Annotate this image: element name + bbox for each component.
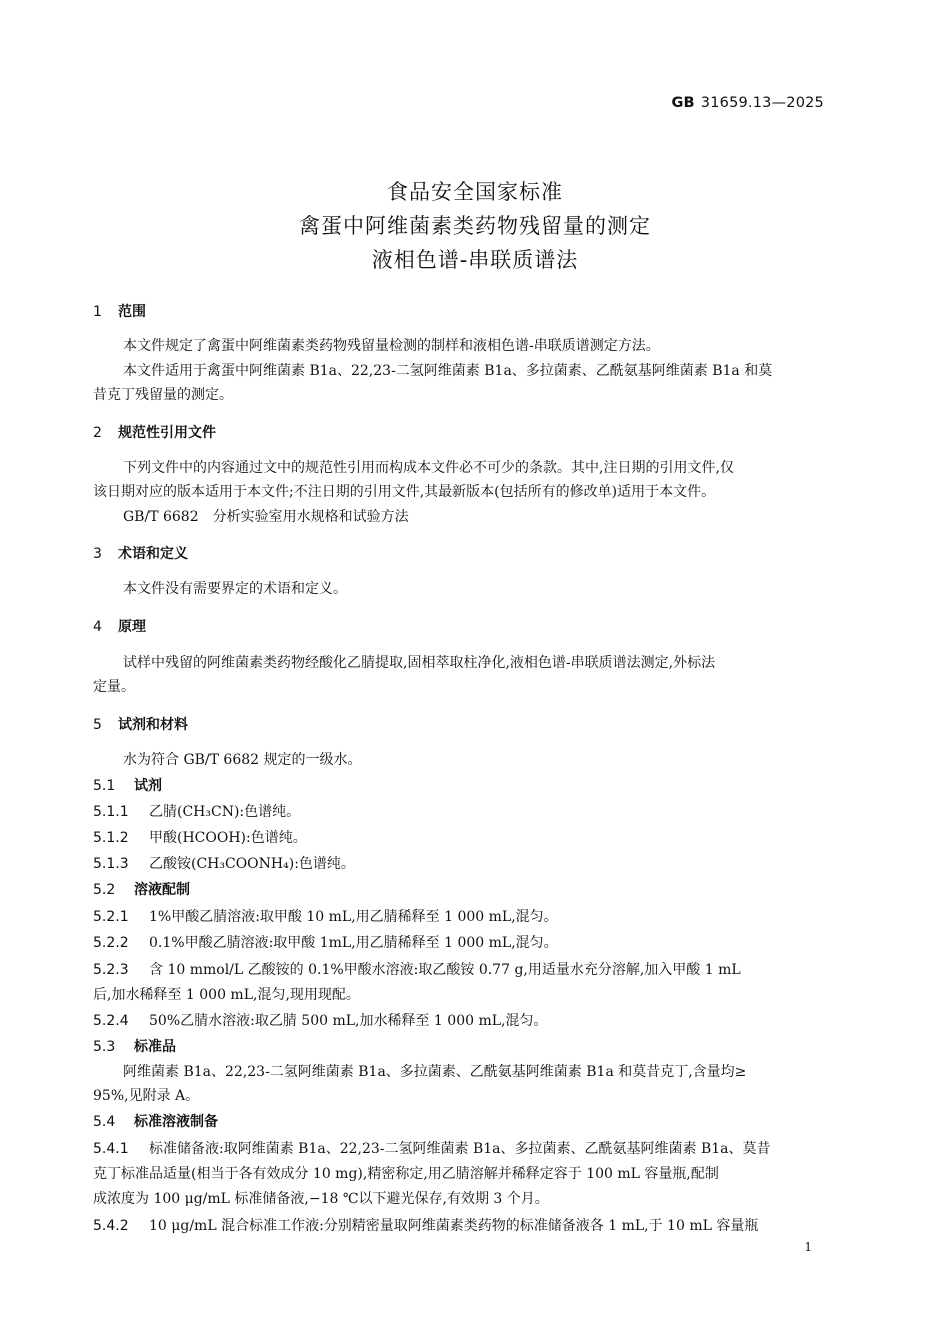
paragraph: 本文件规定了禽蛋中阿维菌素类药物残留量检测的制样和液相色谱-串联质谱测定方法。	[123, 338, 660, 354]
section-heading-5: 5 试剂和材料	[93, 717, 188, 733]
subsection-heading-5-3: 5.3 标准品	[93, 1039, 176, 1055]
title-line-2: 禽蛋中阿维菌素类药物残留量的测定	[299, 214, 651, 238]
paragraph-continuation: 昔克丁残留量的测定。	[93, 387, 233, 403]
list-item: 5.4.1 标准储备液:取阿维菌素 B1a、22,23-二氢阿维菌素 B1a、多拉菌素、乙酰氨基阿维菌素 B1a、莫昔	[93, 1141, 771, 1157]
title-line-3: 液相色谱-串联质谱法	[371, 248, 579, 272]
paragraph: 阿维菌素 B1a、22,23-二氢阿维菌素 B1a、多拉菌素、乙酰氨基阿维菌素 B1a 和莫昔克丁,含量均≥	[123, 1064, 747, 1080]
subsection-heading-5-4: 5.4 标准溶液制备	[93, 1114, 218, 1130]
paragraph: 本文件适用于禽蛋中阿维菌素 B1a、22,23-二氢阿维菌素 B1a、多拉菌素、乙酰氨基阿维菌素 B1a 和莫	[123, 363, 773, 379]
standard-number: 31659.13—2025	[700, 95, 824, 111]
subsection-heading-5-1: 5.1 试剂	[93, 778, 162, 794]
list-item: 5.2.4 50%乙腈水溶液:取乙腈 500 mL,加水稀释至 1 000 mL,混匀。	[93, 1013, 548, 1029]
list-item: 5.2.1 1%甲酸乙腈溶液:取甲酸 10 mL,用乙腈稀释至 1 000 mL,混匀。	[93, 909, 558, 925]
paragraph: 水为符合 GB/T 6682 规定的一级水。	[123, 752, 362, 768]
page-number: 1	[804, 1240, 812, 1254]
list-item: 5.1.3 乙酸铵(CH₃COONH₄):色谱纯。	[93, 856, 355, 872]
list-item-continuation: 克丁标准品适量(相当于各有效成分 10 mg),精密称定,用乙腈溶解并稀释定容于 100 mL 容量瓶,配制	[93, 1166, 719, 1182]
list-item: 5.2.3 含 10 mmol/L 乙酸铵的 0.1%甲酸水溶液:取乙酸铵 0.77 g,用适量水充分溶解,加入甲酸 1 mL	[93, 962, 741, 978]
normative-reference: GB/T 6682 分析实验室用水规格和试验方法	[123, 509, 409, 525]
paragraph-continuation: 该日期对应的版本适用于本文件;不注日期的引用文件,其最新版本(包括所有的修改单)适用于本文件。	[93, 484, 716, 500]
list-item: 5.1.2 甲酸(HCOOH):色谱纯。	[93, 830, 307, 846]
paragraph: 试样中残留的阿维菌素类药物经酸化乙腈提取,固相萃取柱净化,液相色谱-串联质谱法测定,外标法	[123, 655, 716, 671]
title-line-1: 食品安全国家标准	[387, 180, 563, 204]
list-item-continuation: 成浓度为 100 μg/mL 标准储备液,−18 ℃以下避光保存,有效期 3 个月。	[93, 1191, 549, 1207]
paragraph-continuation: 定量。	[93, 679, 135, 695]
list-item-continuation: 后,加水稀释至 1 000 mL,混匀,现用现配。	[93, 987, 360, 1003]
standard-code	[671, 95, 824, 111]
paragraph: 本文件没有需要界定的术语和定义。	[123, 581, 347, 597]
paragraph-continuation: 95%,见附录 A。	[93, 1088, 200, 1104]
section-heading-1: 1 范围	[93, 304, 146, 320]
list-item: 5.4.2 10 μg/mL 混合标准工作液:分别精密量取阿维菌素类药物的标准储备液各 1 mL,于 10 mL 容量瓶	[93, 1218, 759, 1234]
subsection-heading-5-2: 5.2 溶液配制	[93, 882, 190, 898]
section-heading-4: 4 原理	[93, 619, 146, 635]
list-item: 5.2.2 0.1%甲酸乙腈溶液:取甲酸 1mL,用乙腈稀释至 1 000 mL,混匀。	[93, 935, 558, 951]
standard-prefix: GB	[671, 95, 695, 111]
section-heading-2: 2 规范性引用文件	[93, 425, 216, 441]
paragraph: 下列文件中的内容通过文中的规范性引用而构成本文件必不可少的条款。其中,注日期的引用文件,仅	[123, 460, 734, 476]
section-heading-3: 3 术语和定义	[93, 546, 188, 562]
list-item: 5.1.1 乙腈(CH₃CN):色谱纯。	[93, 804, 301, 820]
